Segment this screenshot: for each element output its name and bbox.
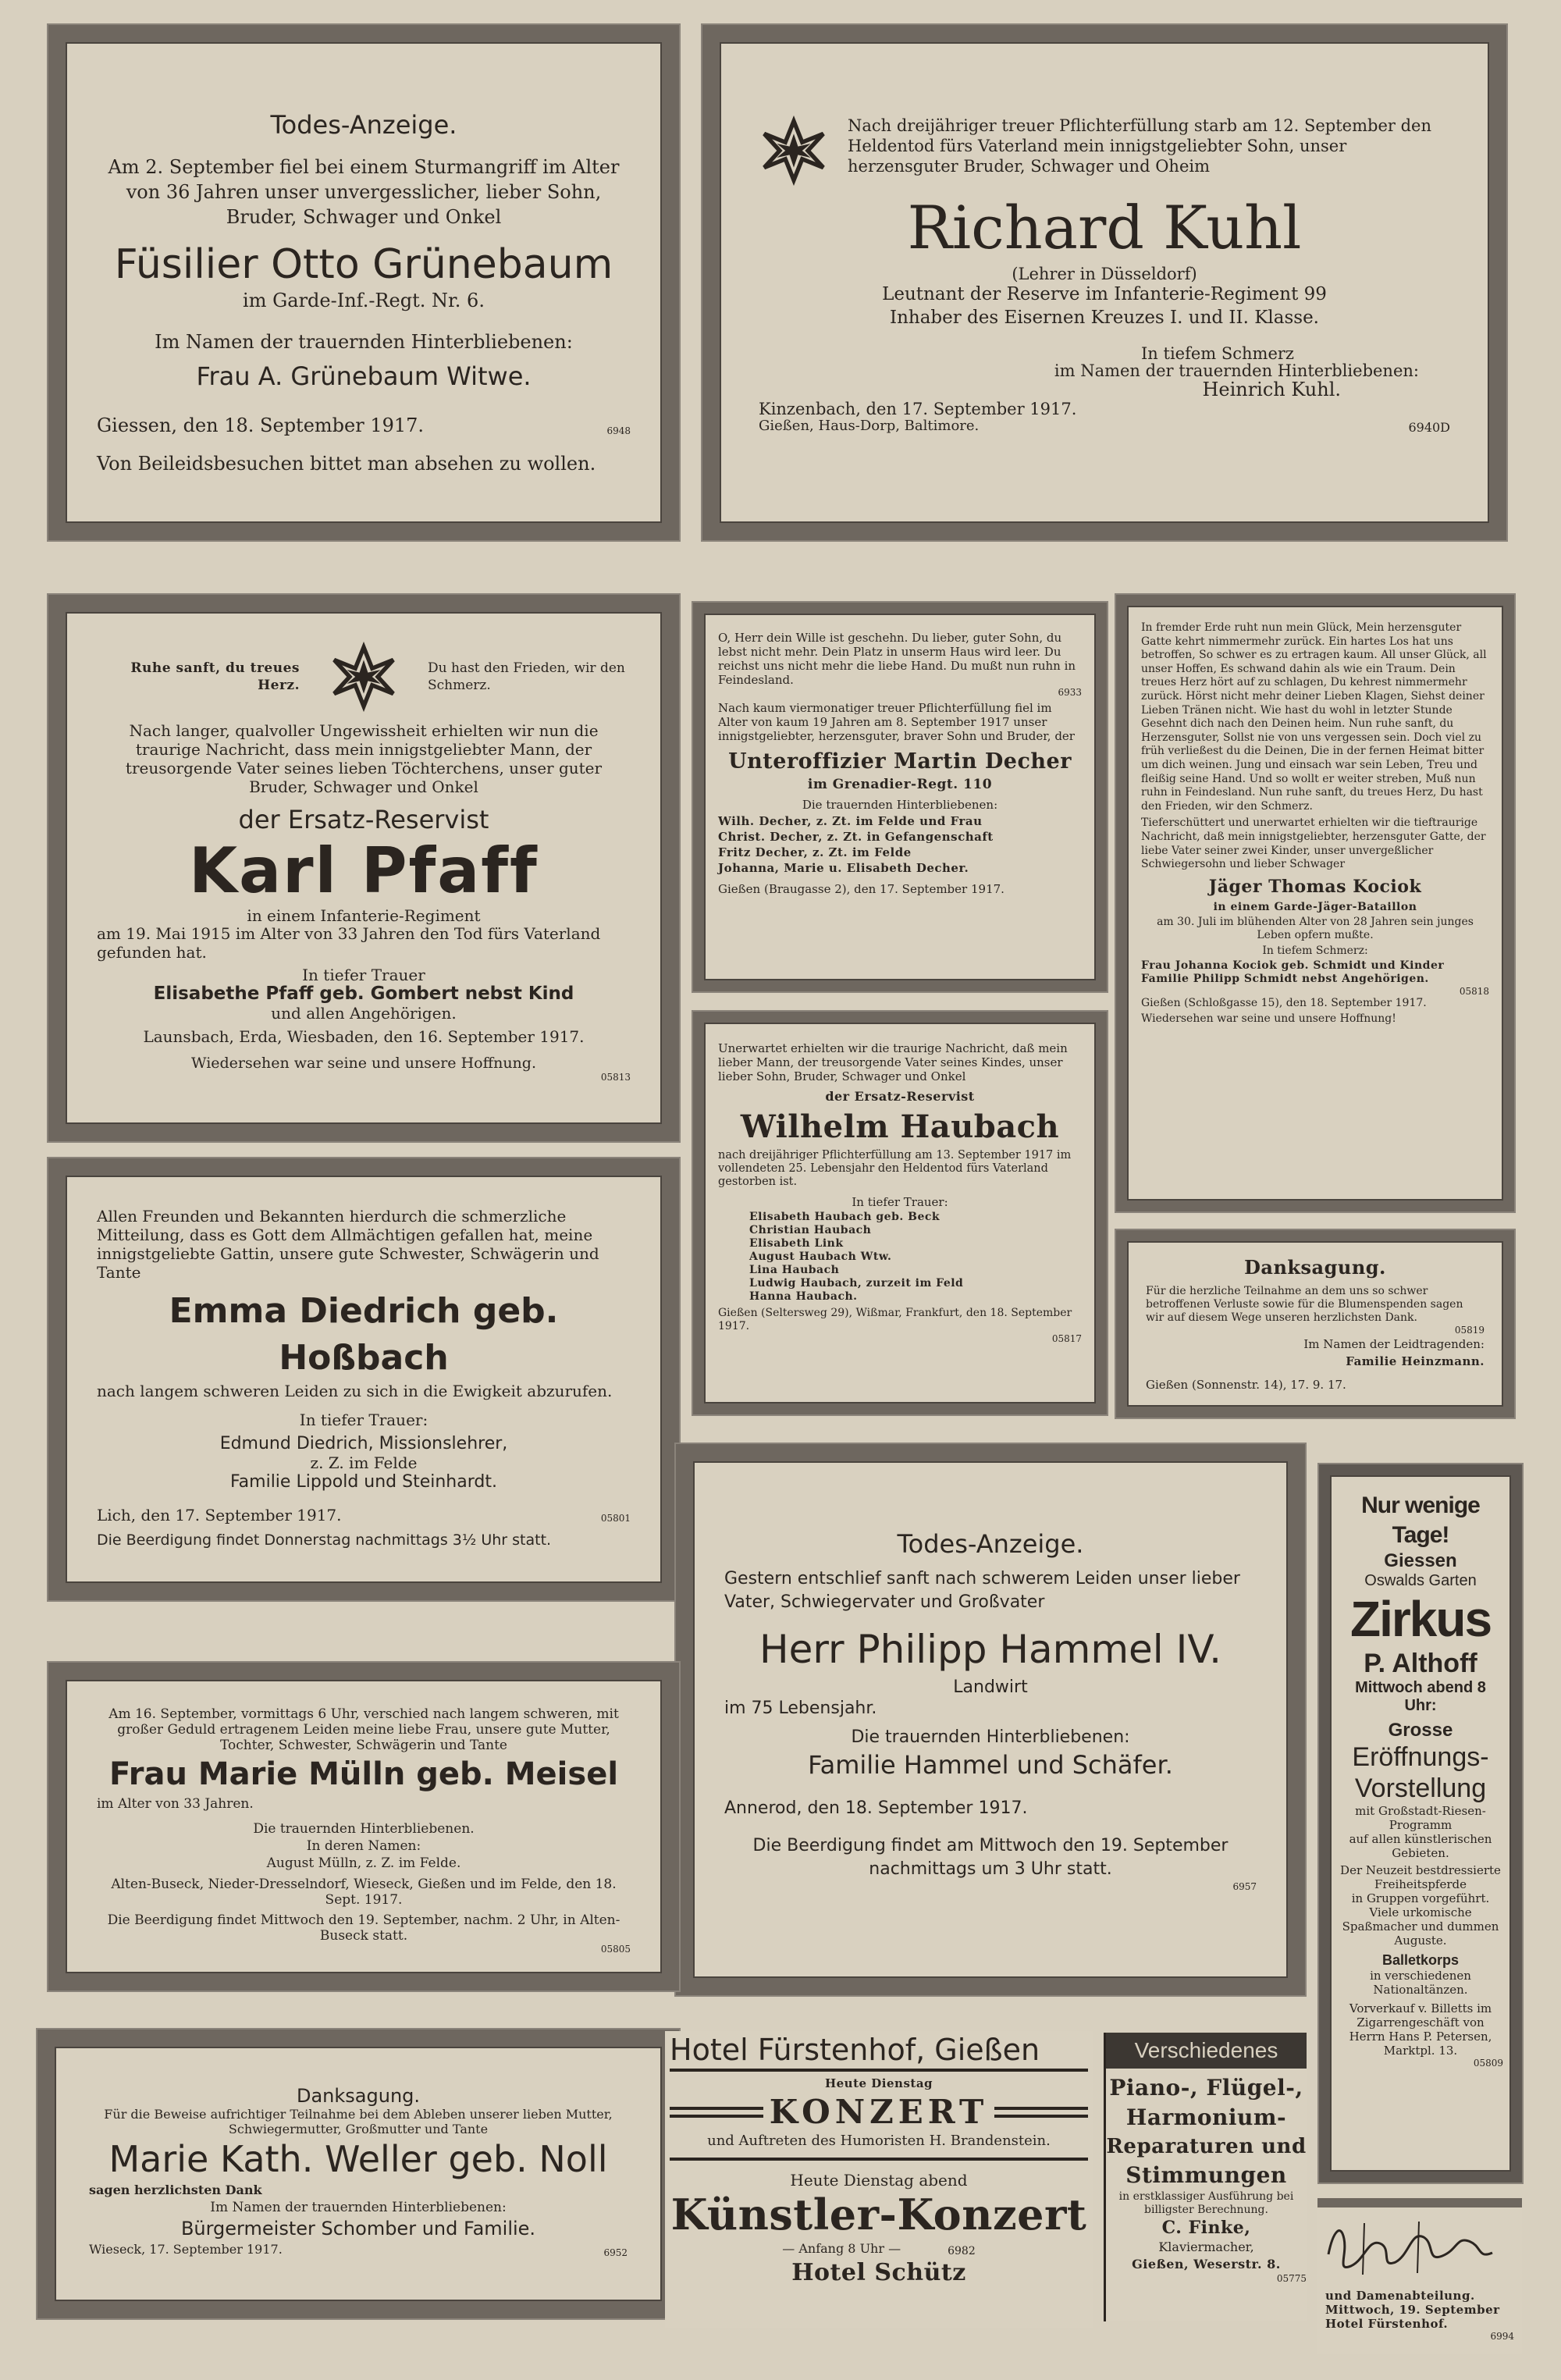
mourner-name: Bürgermeister Schomber und Familie. [180,2218,536,2239]
verse: O, Herr dein Wille ist geschehn. Du lieber, guter Sohn, du lebst nicht mehr. Dein Platz in unserm Haus wird leer. Du reichst uns nicht mehr die liebe Hand. Du mußt nun ruhn in Feindesland. [718,631,1076,687]
notice-text: Gestern entschlief sanft nach schwerem Leiden unser lieber Vater, Schwiegervater und Großvater [724,1569,1240,1612]
mourner-1: Edmund Diedrich, Missionslehrer, [219,1434,508,1453]
mourner-2: z. Z. im Felde [310,1453,418,1472]
mourners-intro: Im Namen der trauernden Hinterbliebenen: [155,331,573,353]
circus-presale: Vorverkauf v. Billetts im Zigarrengeschäft von Herrn Hans P. Petersen, Marktpl. 13. [1349,2001,1492,2058]
hope-note: Wiedersehen war seine und unsere Hoffnung! [1141,1012,1396,1025]
place-date: Gießen (Braugasse 2), den 17. September 1917. [718,882,1005,896]
place-date: Kinzenbach, den 17. September 1917. [759,400,1077,418]
ad-ref: 05817 [1051,1333,1082,1344]
circus-city: Giessen [1384,1550,1457,1571]
mourner-relatives: und allen Angehörigen. [271,1004,457,1023]
ad-ref: 6933 [1058,687,1082,698]
hotel-name: Hotel Fürstenhof, Gießen [670,2031,1088,2072]
circus-clowns: Viele urkomische Spaßmacher und dummen Auguste. [1342,1905,1499,1948]
deceased-title: der Ersatz-Reservist [238,805,489,834]
deceased-name: Emma Diedrich geb. Hoßbach [169,1291,559,1378]
deceased-unit: im Garde-Inf.-Regt. Nr. 6. [243,290,485,311]
death-notice-gruenebaum [48,25,679,540]
handwritten-signature [1317,2207,1520,2286]
grief-line: In tiefer Trauer [302,966,425,984]
line-unit: in einem Infanterie-Regiment [247,906,481,925]
ad-hotel-concerts [665,2031,1093,2328]
mourner-name: Familie Hammel und Schäfer. [808,1750,1173,1780]
line-age: im 75 Lebensjahr. [724,1699,877,1718]
death-notice-muelln [48,1663,679,1990]
mourners-intro: Im Namen der trauernden Hinterbliebenen: [210,2200,507,2215]
start-time: — Anfang 8 Uhr — [782,2241,901,2256]
line-occupation: (Lehrer in Düsseldorf) [1012,265,1197,283]
damenabteilung-text: und Damenabteilung. Mittwoch, 19. September Hotel Fürstenhof. [1325,2289,1500,2331]
mourner-3: Elisabeth Link [749,1237,844,1250]
piano-line-1: Piano-, Flügel-, [1109,2075,1303,2101]
deceased-name: Wilhelm Haubach [740,1108,1060,1145]
hope-note: Wiedersehen war seine und unsere Hoffnung. [191,1055,536,1072]
ad-signature-damenabteilung [1317,2198,1522,2354]
deceased-name: Karl Pfaff [189,834,539,907]
grief-line: In tiefer Trauer: [852,1195,948,1209]
kuenstler-konzert: Künstler-Konzert [670,2190,1087,2239]
notice-text: Nach langer, qualvoller Ungewissheit erhielten wir nun die traurige Nachricht, dass mein innigstgeliebter Mann, der treusorgende Vater seines lieben Töchterchens, unser guter Bruder, Schwager und Onkel [125,721,603,796]
circus-owner: P. Althoff [1364,1649,1477,1678]
notice-heading: Danksagung. [1244,1256,1386,1279]
deceased-name: Richard Kuhl [907,193,1302,262]
grief-line: In tiefem Schmerz: [1262,944,1368,957]
grief-line: In tiefer Trauer: [299,1411,428,1429]
circus-headline: Nur wenige Tage! [1361,1492,1480,1548]
place-date: Giessen, den 18. September 1917. [97,414,425,436]
grief-line: In tiefem Schmerz [1141,344,1294,363]
place-date: Wieseck, 17. September 1917. [89,2242,283,2257]
funeral-note: Die Beerdigung findet Donnerstag nachmittags 3½ Uhr statt. [97,1532,552,1549]
deceased-name: Herr Philipp Hammel IV. [759,1627,1221,1672]
piano-terms: in erstklassiger Ausführung bei billigster Berechnung. [1118,2190,1294,2216]
circus-vorstellung: Vorstellung [1354,1773,1487,1803]
thanks-notice-weller [37,2030,679,2318]
ad-piano-repairs [1104,2033,1307,2321]
piano-address: Gießen, Weserstr. 8. [1132,2257,1281,2271]
hotel-name-2: Hotel Schütz [791,2259,966,2286]
mourner-6: Ludwig Haubach, zurzeit im Feld [749,1277,964,1290]
sub-heading: Heute Dienstag [824,2076,933,2090]
mourner-3: Familie Lippold und Steinhardt. [230,1472,497,1492]
notice-text: Am 16. September, vormittags 6 Uhr, verschied nach langem schweren, mit großer Geduld ertragenem Leiden meine liebe Frau, unsere gute Mutter, Tochter, Schwester, Schwägerin und Tante [108,1706,619,1753]
circus-ballet: Balletkorps [1381,1952,1460,1968]
ad-circus-althoff [1319,1464,1522,2183]
thanks-line: sagen herzlichsten Dank [89,2183,262,2197]
ad-ref: 6994 [1490,2331,1514,2342]
visit-note: Von Beileidsbesuchen bittet man absehen zu wollen. [97,453,596,475]
notice-text: Für die herzliche Teilnahme an dem uns so schwer betroffenen Verluste sowie für die Blumenspenden sagen wir auf diesem Wege unseren herzlichsten Dank. [1146,1285,1463,1324]
mourners-intro: im Namen der trauernden Hinterbliebenen: [1054,361,1419,380]
mourner-2: Christ. Decher, z. Zt. in Gefangenschaft [718,830,994,844]
place-date: Gießen (Schloßgasse 15), den 18. September 1917. [1141,996,1427,1009]
piano-line-3: Reparaturen und [1106,2135,1307,2158]
mourners-intro: Im Namen der Leidtragenden: [1303,1337,1485,1351]
family-name: Familie Heinzmann. [1346,1354,1485,1368]
mourner-3: Fritz Decher, z. Zt. im Felde [718,845,912,859]
circus-venue: Oswalds Garten [1364,1572,1477,1589]
deceased-name: Unteroffizier Martin Decher [728,749,1072,774]
ad-ref: 05801 [600,1513,631,1524]
deceased-title: der Ersatz-Reservist [825,1089,975,1104]
ad-ref: 6940D [1408,420,1450,435]
line-decoration: Inhaber des Eisernen Kreuzes I. und II. Klasse. [889,308,1319,328]
mourner-4: August Haubach Wtw. [749,1250,892,1263]
mourners-intro-2: In deren Namen: [306,1838,421,1854]
notice-text: Am 2. September fiel bei einem Sturmangriff im Alter von 36 Jahren unser unvergesslicher, lieber Sohn, Bruder, Schwager und Onkel [108,156,620,228]
verse-left: Ruhe sanft, du treues Herz. [130,660,300,693]
mourner-7: Hanna Haubach. [749,1290,858,1303]
mourners-intro: Die trauernden Hinterbliebenen: [802,798,998,812]
piano-line-4: Stimmungen [1125,2162,1287,2188]
ad-ref: 6948 [606,425,631,436]
line-death: nach dreijähriger Pflichterfüllung am 13. September 1917 im vollendeten 25. Lebensjahr den Heldentod fürs Vaterland gestorben ist. [718,1149,1072,1188]
places: Alten-Buseck, Nieder-Dresselndorf, Wieseck, Gießen und im Felde, den 18. Sept. 1917. [111,1877,617,1908]
section-heading: Verschiedenes [1106,2033,1307,2069]
konzert-title: KONZERT [769,2093,989,2131]
line-death: am 30. Juli im blühenden Alter von 28 Jahren sein junges Leben opfern mußte. [1157,915,1474,941]
mourner-name: Heinrich Kuhl. [1202,379,1341,400]
ad-ref: 6957 [1232,1881,1257,1892]
mourner-5: Lina Haubach [749,1264,840,1276]
notice-text: Für die Beweise aufrichtiger Teilnahme bei dem Ableben unserer lieben Mutter, Schwiegermutter, Großmutter und Tante [104,2107,613,2136]
death-notice-pfaff [48,595,679,1141]
funeral-note: Die Beerdigung findet Mittwoch den 19. September, nachm. 2 Uhr, in Alten-Buseck statt. [107,1912,620,1944]
thanks-notice-heinzmann [1116,1230,1514,1418]
notice-heading: Todes-Anzeige. [897,1529,1084,1559]
verse-right: Du hast den Frieden, wir den Schmerz. [428,660,625,693]
ad-ref: 05819 [1454,1325,1485,1336]
circus-title: Zirkus [1349,1591,1492,1647]
mourner-1: Elisabeth Haubach geb. Beck [749,1211,941,1223]
iron-cross-icon [759,116,829,186]
sub-heading-2: Heute Dienstag abend [790,2171,968,2190]
mourner-name: August Mülln, z. Z. im Felde. [266,1855,461,1871]
iron-cross-icon [329,642,399,712]
mourners-intro: Die trauernden Hinterbliebenen: [851,1727,1130,1747]
place-date: Annerod, den 18. September 1917. [724,1798,1028,1818]
death-notice-haubach [693,1012,1107,1414]
notice-heading: Todes-Anzeige. [270,110,457,140]
mourner-1: Wilh. Decher, z. Zt. im Felde und Frau [718,814,983,828]
notice-text: Unerwartet erhielten wir die traurige Nachricht, daß mein lieber Mann, der treusorgende Vater seines Kindes, unser lieber Sohn, Bruder, Schwager und Onkel [718,1041,1068,1083]
circus-program: mit Großstadt-Riesen-Programm [1355,1804,1486,1832]
humorist-line: und Auftreten des Humoristen H. Brandenstein. [670,2133,1088,2161]
mourner-2: Christian Haubach [749,1224,872,1236]
death-notice-hammel [676,1444,1305,1995]
mourner-4: Johanna, Marie u. Elisabeth Decher. [718,861,969,875]
line-age: im Alter von 33 Jahren. [97,1796,254,1812]
piano-line-2: Harmonium- [1125,2104,1287,2130]
circus-areas: auf allen künstlerischen Gebieten. [1349,1832,1492,1860]
circus-dances: in verschiedenen Nationaltänzen. [1370,1969,1471,1997]
ad-ref: 6952 [603,2247,628,2258]
deceased-name: Frau Marie Mülln geb. Meisel [108,1756,619,1792]
circus-horses: Der Neuzeit bestdressierte Freiheitspferde [1340,1863,1501,1891]
line-death: nach langem schweren Leiden zu sich in die Ewigkeit abzurufen. [97,1382,613,1400]
line-rank: Leutnant der Reserve im Infanterie-Regiment 99 [882,284,1327,304]
ad-ref: 05775 [1276,2273,1307,2284]
notice-text: Allen Freunden und Bekannten hierdurch die schmerzliche Mitteilung, dass es Gott dem Allmächtigen gefallen hat, meine innigstgeliebte Gattin, unsere gute Schwester, Schwägerin und Tante [97,1207,599,1282]
circus-groups: in Gruppen vorgeführt. [1351,1891,1490,1905]
ad-ref: 05818 [1459,985,1489,997]
notice-text: Nach kaum viermonatiger treuer Pflichterfüllung fiel im Alter von kaum 19 Jahren am 8. September 1917 unser innigstgeliebter, herzensguter, braver Sohn und Bruder, der [718,701,1075,743]
place-date: Launsbach, Erda, Wiesbaden, den 16. September 1917. [143,1027,585,1046]
mourner-2: Familie Philipp Schmidt nebst Angehörigen. [1141,972,1429,985]
deceased-unit: in einem Garde-Jäger-Bataillon [1213,900,1417,913]
notice-heading: Danksagung. [296,2085,421,2107]
mourner-name: Frau A. Grünebaum Witwe. [196,361,532,391]
places: Gießen, Haus-Dorp, Baltimore. [759,418,980,434]
piano-maker: C. Finke, [1161,2218,1251,2238]
deceased-unit: im Grenadier-Regt. 110 [807,777,993,792]
death-notice-kociok [1116,595,1514,1211]
place-date: Gießen (Seltersweg 29), Wißmar, Frankfurt, den 18. September 1917. [718,1307,1072,1332]
poem: In fremder Erde ruht nun mein Glück, Mein herzensguter Gatte kehrt nimmermehr zurück. Ein hartes Los hat uns betroffen, So schwer es zu ertragen kaum. All unser Glück, all unser Hoffen, Es schwand dahin als wie ein Traum. Dein treues Herz hört auf zu schlagen, Du kehrest nimmermehr zurück. Hörst nicht mehr deiner Lieben Klagen, Siehst deiner Lieben Tränen nicht. Wie hast du wohl in letzter Stunde Gesehnt dich nach den Deinen heim. Nun ruhe sanft, du Herzensguter, Sollst nie von uns vergessen sein. Doch viel zu früh verließest du die Deinen, Die in der fernen Heimat bitter um dich weinen. Jung und einsach war sein Leben, Treu und fleißig seine Hand. Und so wollt er weiter streben, Muß nun ruhn in Feindesland. Nun ruhe sanft, du treues Herz, Du hast den Frieden, wir den Schmerz. [1141,621,1487,813]
circus-time: Mittwoch abend 8 Uhr: [1355,1679,1486,1714]
mourners-intro: Die trauernden Hinterbliebenen. [253,1821,475,1837]
death-notice-kuhl [702,25,1506,540]
ad-ref: 05813 [600,1072,631,1083]
deceased-name: Füsilier Otto Grünebaum [114,241,613,288]
funeral-note: Die Beerdigung findet am Mittwoch den 19. September nachmittags um 3 Uhr statt. [752,1836,1229,1879]
place-date: Lich, den 17. September 1917. [97,1506,342,1524]
circus-eroeffnung: Eröffnungs- [1352,1742,1489,1772]
piano-trade: Klaviermacher, [1158,2239,1254,2254]
death-notice-diedrich [48,1158,679,1600]
ad-ref: 05805 [600,1944,631,1955]
circus-grosse: Grosse [1388,1720,1453,1741]
line-death: am 19. Mai 1915 im Alter von 33 Jahren den Tod fürs Vaterland gefunden hat. [97,924,601,962]
mourner-1: Frau Johanna Kociok geb. Schmidt und Kinder [1141,959,1445,972]
mourner-name: Elisabethe Pfaff geb. Gombert nebst Kind [153,984,574,1004]
place-date: Gießen (Sonnenstr. 14), 17. 9. 17. [1146,1378,1346,1392]
deceased-name: Jäger Thomas Kociok [1208,876,1422,897]
line-occupation: Landwirt [953,1677,1028,1697]
ad-ref: 6982 [948,2245,976,2257]
ad-ref: 05809 [1473,2058,1503,2069]
notice-text: Tieferschüttert und unerwartet erhielten wir die tieftraurige Nachricht, daß mein innigstgeliebter, herzensguter Gatte, der liebe Vater seiner zwei Kinder, unser unvergeßlicher Schwiegersohn und lieber Schwager [1141,816,1486,871]
notice-text: Nach dreijähriger treuer Pflichterfüllung starb am 12. September den Heldentod fürs Vaterland mein innigstgeliebter Sohn, unser herzensguter Bruder, Schwager und Oheim [848,116,1431,176]
deceased-name: Marie Kath. Weller geb. Noll [108,2138,608,2180]
death-notice-decher [693,603,1107,991]
